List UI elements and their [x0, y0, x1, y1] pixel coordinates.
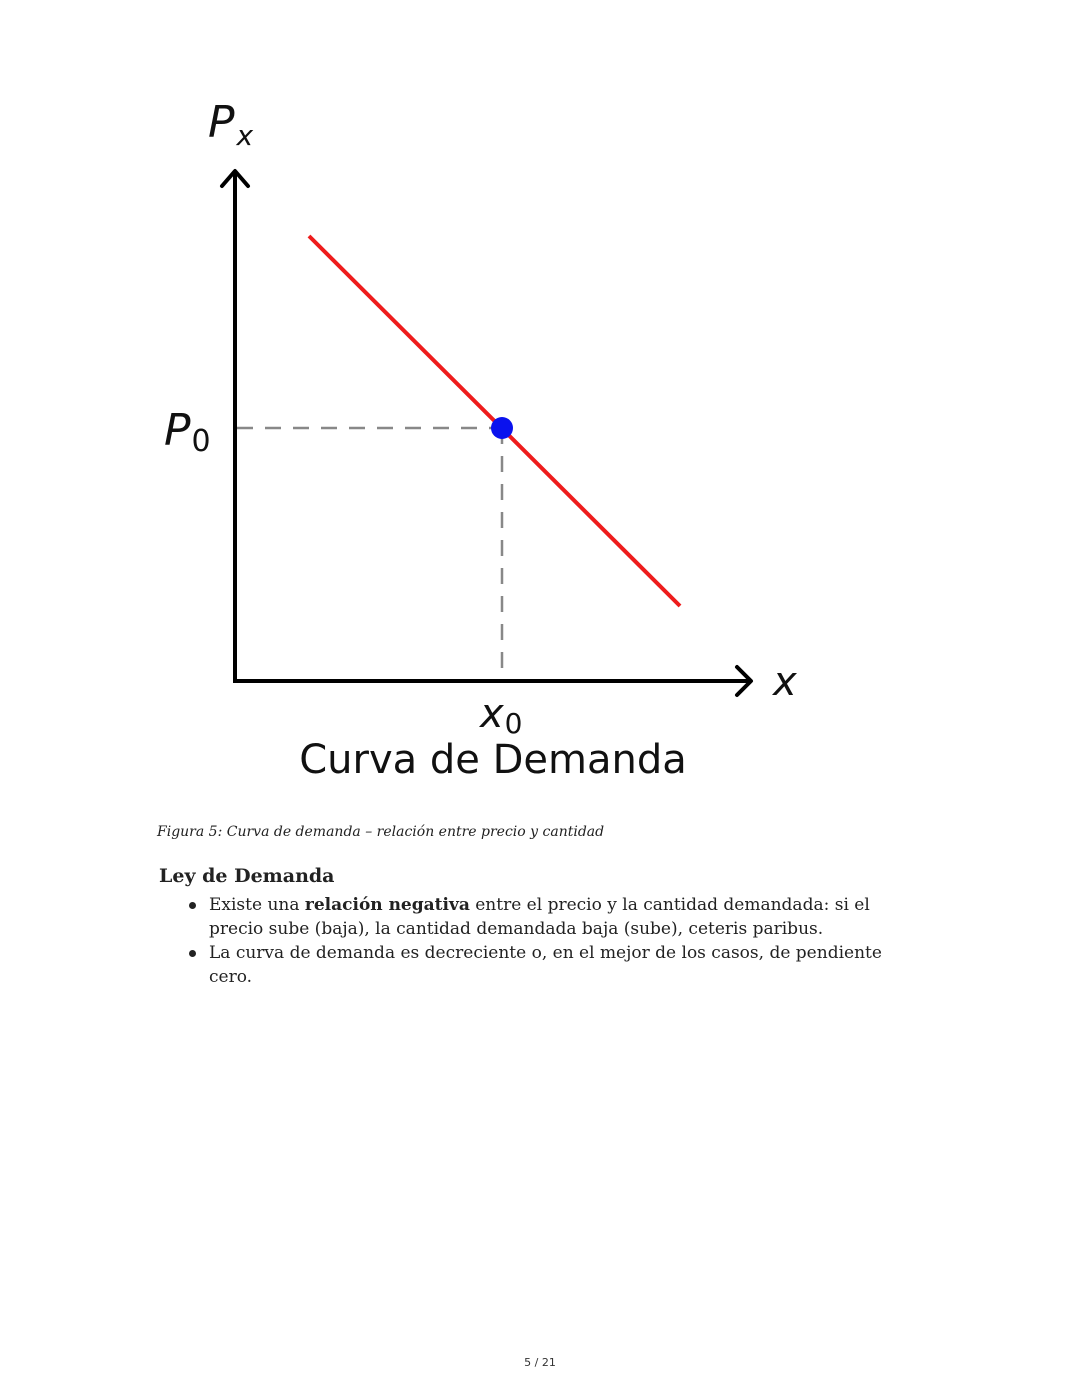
- bullet-text-bold: relación negativa: [304, 895, 470, 915]
- equilibrium-point: [491, 417, 513, 439]
- section-title: Ley de Demanda: [159, 865, 335, 887]
- figure-title: Curva de Demanda: [299, 737, 687, 783]
- x-axis-label: x: [773, 659, 797, 705]
- list-item: [185, 941, 915, 989]
- bullet-text-before: Existe una: [209, 895, 305, 915]
- bullet-text-after: entre el precio y la cantidad demandada: si el precio sube (baja), la cantidad demandada baja (sube), ceteris paribus.: [209, 895, 870, 939]
- quantity-label: x0: [480, 691, 523, 740]
- figure-caption: Figura 5: Curva de demanda – relación entre precio y cantidad: [157, 824, 605, 840]
- bullet-text-before: La curva de demanda es decreciente o, en el mejor de los casos, de pendiente cero.: [209, 943, 882, 987]
- y-axis-label: Px: [208, 97, 254, 152]
- bullet-icon: [189, 950, 196, 957]
- price-label: P0: [164, 405, 211, 459]
- demand-curve-figure: [150, 85, 850, 795]
- page-number: 5 / 21: [524, 1356, 556, 1369]
- demand-curve-graph: [150, 85, 850, 795]
- bullet-list: [185, 893, 915, 989]
- list-item: [185, 893, 915, 941]
- bullet-icon: [189, 902, 196, 909]
